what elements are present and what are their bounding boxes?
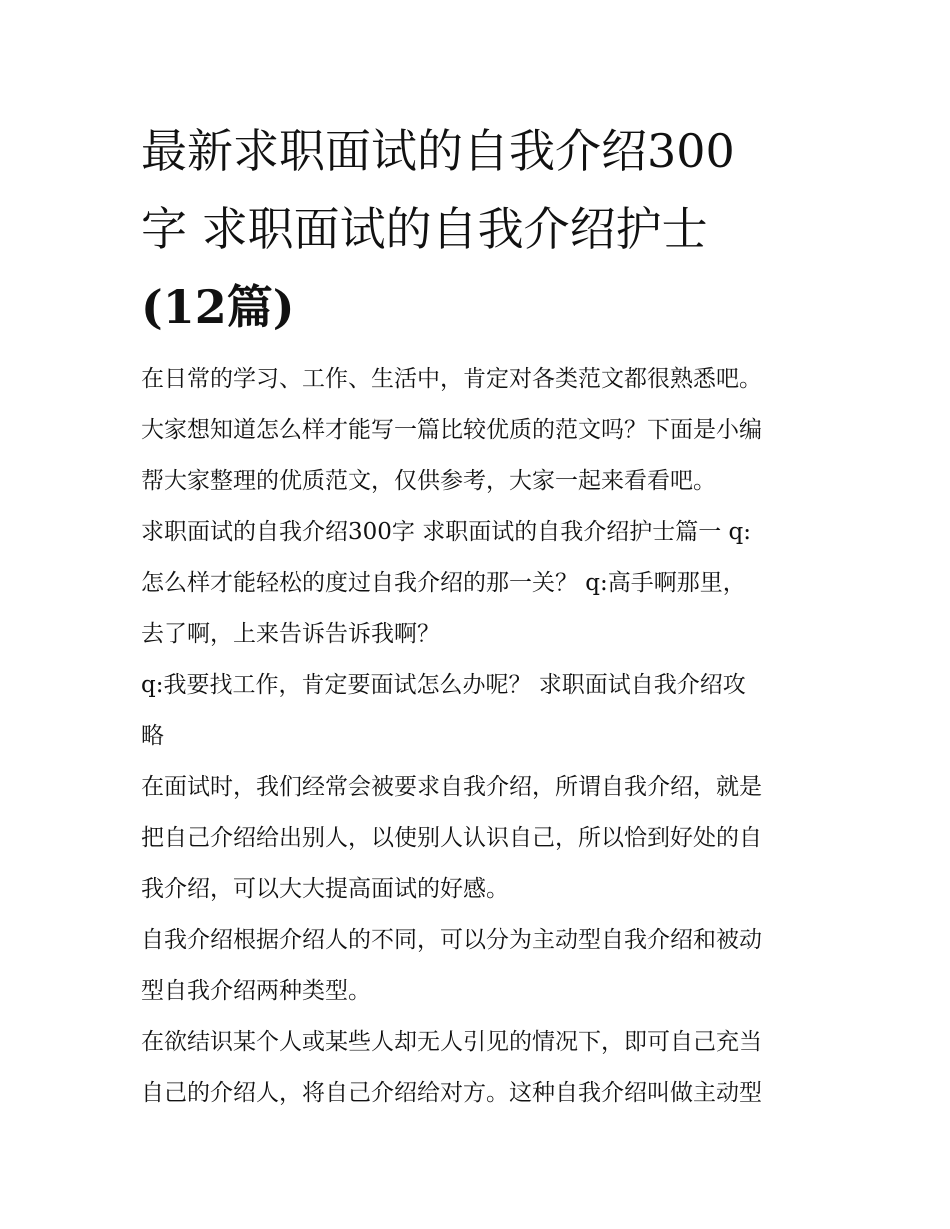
- title-line-1-text: 最新求职面试的自我介绍300: [141, 124, 735, 178]
- body-line: 去了啊，上来告诉告诉我啊？: [141, 621, 440, 647]
- document-body: [141, 354, 813, 1119]
- document-page: [141, 112, 813, 1119]
- body-line: 求职面试的自我介绍300字 求职面试的自我介绍护士篇一 q:: [141, 519, 751, 545]
- body-line: 在日常的学习、工作、生活中，肯定对各类范文都很熟悉吧。: [141, 366, 762, 392]
- body-line: 怎么样才能轻松的度过自我介绍的那一关？ q:高手啊那里，: [141, 570, 746, 596]
- body-line: 帮大家整理的优质范文，仅供参考，大家一起来看看吧。: [141, 468, 716, 494]
- body-line: 把自己介绍给出别人，以使别人认识自己，所以恰到好处的自: [141, 825, 762, 851]
- body-line: 自我介绍根据介绍人的不同，可以分为主动型自我介绍和被动: [141, 927, 762, 953]
- title-line-3-text: (12篇): [141, 280, 295, 334]
- body-line: 在面试时，我们经常会被要求自我介绍，所谓自我介绍，就是: [141, 774, 762, 800]
- title-line-2: [141, 190, 813, 268]
- body-line: 我介绍，可以大大提高面试的好感。: [141, 876, 509, 902]
- body-line: 大家想知道怎么样才能写一篇比较优质的范文吗？下面是小编: [141, 417, 762, 443]
- document-title: [141, 112, 813, 346]
- body-line: 略: [141, 723, 164, 749]
- title-line-1: [141, 112, 813, 190]
- body-line: 在欲结识某个人或某些人却无人引见的情况下，即可自己充当: [141, 1029, 762, 1055]
- body-line: 型自我介绍两种类型。: [141, 978, 371, 1004]
- body-line: q:我要找工作，肯定要面试怎么办呢？ 求职面试自我介绍攻: [141, 672, 746, 698]
- title-line-3: [141, 268, 813, 346]
- body-line: 自己的介绍人，将自己介绍给对方。这种自我介绍叫做主动型: [141, 1080, 762, 1106]
- title-line-2-text: 字 求职面试的自我介绍护士: [141, 202, 708, 256]
